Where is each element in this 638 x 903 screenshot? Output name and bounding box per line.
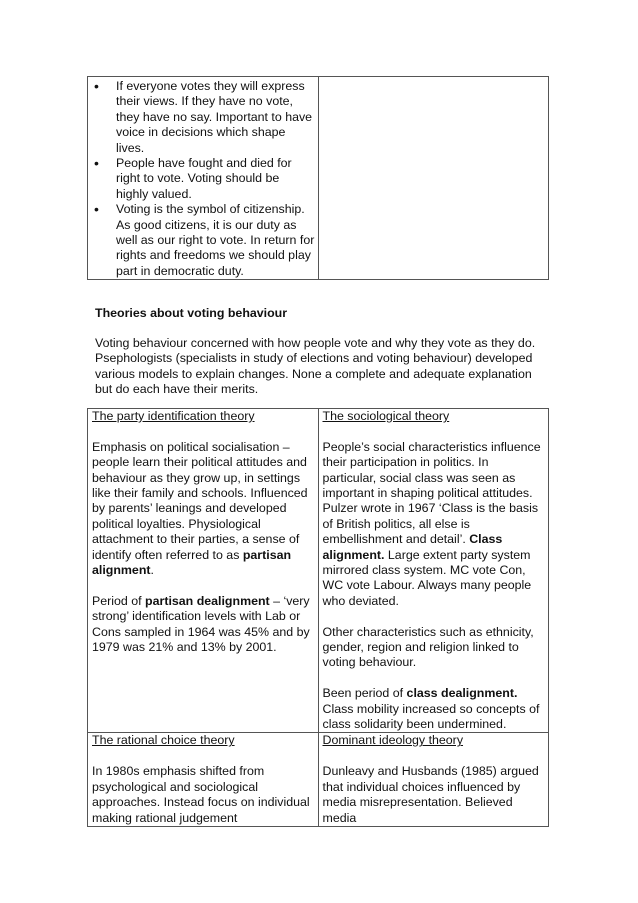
text: Class mobility increased so concepts of class solidarity been undermined. xyxy=(322,701,540,732)
sociological-cell xyxy=(318,409,549,733)
paragraph xyxy=(323,440,546,609)
bold-term: partisan alignment xyxy=(92,547,292,578)
bullet-item: • People have fought and died for right to vote. Voting should be highly valued. xyxy=(92,156,315,202)
empty-cell xyxy=(318,77,549,280)
text: – ‘very strong’ identification levels with Lab or Cons sampled in 1964 was 45% and by 1979 was 21% and 13% by 2001. xyxy=(92,593,310,655)
bullet-item: • Voting is the symbol of citizenship. As good citizens, it is our duty as well as our right to vote. In return for rights and freedoms we should play part in democratic duty. xyxy=(92,202,315,279)
bold-term: partisan dealignment xyxy=(145,593,270,608)
theories-table xyxy=(87,408,549,827)
theory-title: Dominant ideology theory xyxy=(322,733,464,748)
bullet-item: • If everyone votes they will express their views. If they have no vote, they have no say. Important to have voice in decisions which shape lives. xyxy=(92,79,315,156)
text: People’s social characteristics influence their participation in politics. In particular, social class was seen as important in shaping political attitudes. Pulzer wrote in 1967 ‘Class is the basis of British politics, all else is embellishment and detail’. xyxy=(322,439,541,547)
paragraph xyxy=(323,686,546,732)
dominant-ideology-cell xyxy=(318,733,549,826)
paragraph xyxy=(92,594,315,656)
paragraph: Dunleavy and Husbands (1985) argued that individual choices influenced by media misrepresentation. Believed media xyxy=(322,764,539,825)
voting-reasons-cell xyxy=(88,77,319,280)
text: . xyxy=(150,563,154,578)
voting-reasons-table xyxy=(87,76,549,280)
text: Period of xyxy=(92,593,146,608)
paragraph xyxy=(92,440,315,579)
party-identification-cell xyxy=(88,409,319,733)
voting-reasons-list xyxy=(92,79,315,279)
theory-title: The sociological theory xyxy=(322,409,450,423)
rational-choice-cell xyxy=(88,733,319,826)
text: Large extent party system mirrored class system. MC vote Con, WC vote Labour. Always many people who deviated. xyxy=(322,547,532,608)
theory-title: The rational choice theory xyxy=(92,733,235,748)
section-intro: Voting behaviour concerned with how people vote and why they vote as they do. Psephologists (specialists in study of elections and voting behaviour) developed various models to explain changes. None a complete and adequate explanation but do each have their merits. xyxy=(95,336,536,397)
theory-title: The party identification theory xyxy=(92,409,255,423)
paragraph: Other characteristics such as ethnicity, gender, region and religion linked to voting behaviour. xyxy=(322,624,534,670)
paragraph: In 1980s emphasis shifted from psychological and sociological approaches. Instead focus on individual making rational judgement xyxy=(92,764,310,825)
bold-term: Class alignment. xyxy=(322,532,503,562)
bold-term: class dealignment. xyxy=(406,686,518,701)
text: Emphasis on political socialisation – people learn their political attitudes and behaviour as they grow up, in settings like their family and schools. Influenced by parents’ leanings and developed political loyalties. Physiological attachment to their parties, a sense of identify often referred to as xyxy=(92,439,308,562)
text: Been period of xyxy=(322,686,407,701)
section-heading: Theories about voting behaviour xyxy=(95,306,288,320)
